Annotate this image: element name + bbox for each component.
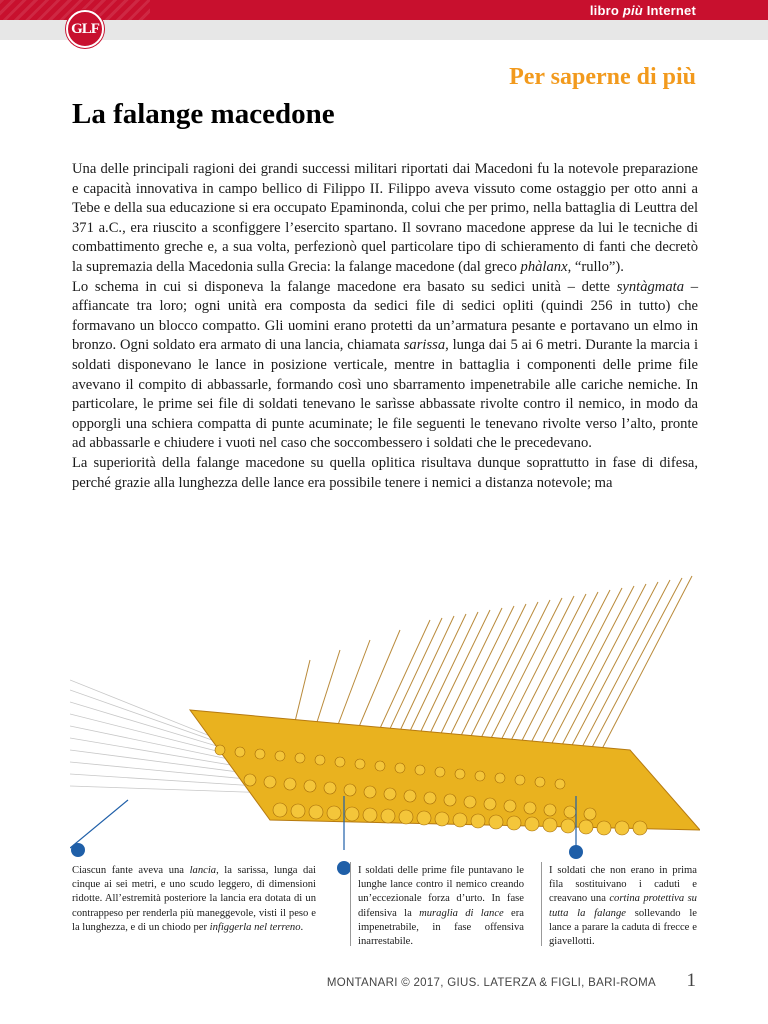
paragraph-2: Lo schema in cui si disponeva la falange macedone era basato su sedici unità – dette syntàgmata – affiancate tra loro; ogni unità era composta da sedici file di sedici opliti (quindi 256 in tutto) che formavano un blocco compatto. Gli uomini erano protetti da un’armatura pesante e portavano un elmo in bronzo. Ogni soldato era armato di una lancia, chiamata sarissa, lunga dai 5 ai 6 metri. Durante la marcia i soldati disponevano le lance in posizione verticale, mentre in battaglia i componenti delle prime file avevano il compito di abbassarle, formando così uno sbarramento impenetrabile alle cariche nemiche. In particolare, le prime sei file di soldati tenevano le sarìsse abbassate rivolte contro il nemico, in modo da opporgli una schiera compatta di punte acuminate; le file seguenti le tenevano rivolte verso l’alto, pronte ad abbassarle e chiudere i vuoti nel caso che soccombessero i soldati che le precedevano. bbox=[72, 278, 699, 452]
header-bar bbox=[0, 0, 768, 20]
publisher-logo: GLF bbox=[66, 10, 104, 48]
paragraph-1: Una delle principali ragioni dei grandi successi militari riportati dai Macedoni fu la notevole preparazione e capacità innovativa in campo bellico di Filippo II. Filippo aveva vissuto come ostaggio per otto anni a Tebe e della sua educazione si era occupato Epaminonda, colui che per primo, nella battaglia di Leuttra del 371 a.C., era riuscito a sconfiggere l’esercito spartano. Il sovrano macedone apprese da lui le tecniche di combattimento greche e, a sua volta, perfezionò quel particolare tipo di schieramento di fanti che decretò la supremazia della Macedonia sulla Grecia: la falange macedone (dal greco phàlanx, “rullo”). bbox=[72, 161, 698, 275]
caption-divider-2 bbox=[541, 862, 542, 946]
paragraph-3: La superiorità della falange macedone su quella oplitica risultava dunque soprattutto in fase di difesa, perché grazie alla lunghezza delle lance era possibile tenere i nemici a distanza notevole; ma bbox=[72, 454, 698, 491]
callout-line-1 bbox=[70, 800, 128, 848]
page-title: La falange macedone bbox=[72, 98, 335, 130]
callout-dot-3 bbox=[569, 845, 583, 859]
series-label: libro più Internet bbox=[589, 3, 696, 18]
phalanx-illustration bbox=[70, 560, 700, 850]
caption-front-rows: I soldati delle prime file puntavano le lunghe lance contro il nemico creando un’eccezionale forza d’urto. In fase difensiva la muraglia di lance era impenetrabile, in fase offensiva inarrestabile. bbox=[358, 865, 524, 948]
caption-divider-1 bbox=[350, 862, 351, 946]
footer-credit: MONTANARI © 2017, GIUS. LATERZA & FIGLI, BARI-ROMA bbox=[326, 977, 656, 989]
page-number: 1 bbox=[686, 970, 696, 991]
phalanx-block bbox=[190, 710, 700, 830]
callout-dot-2 bbox=[337, 861, 351, 875]
header-subbar bbox=[0, 20, 768, 40]
caption-rear-rows: I soldati che non erano in prima fila sostituivano i caduti e creavano una cortina protettiva su tutta la falange sollevando le lance a parare la caduta di frecce e giavellotti. bbox=[549, 865, 697, 948]
section-label: Per saperne di più bbox=[509, 64, 696, 90]
callout-dot-1 bbox=[71, 843, 85, 857]
article-body bbox=[72, 160, 698, 493]
caption-spear: Ciascun fante aveva una lancia, la sarissa, lunga dai cinque ai sei metri, e uno scudo leggero, di dimensioni ridotte. All’estremità posteriore la lancia era dotata di un contrappeso per renderla più maneggevole, visti il peso e la lunghezza, e di un chiodo per infiggerla nel terreno. bbox=[72, 865, 316, 933]
